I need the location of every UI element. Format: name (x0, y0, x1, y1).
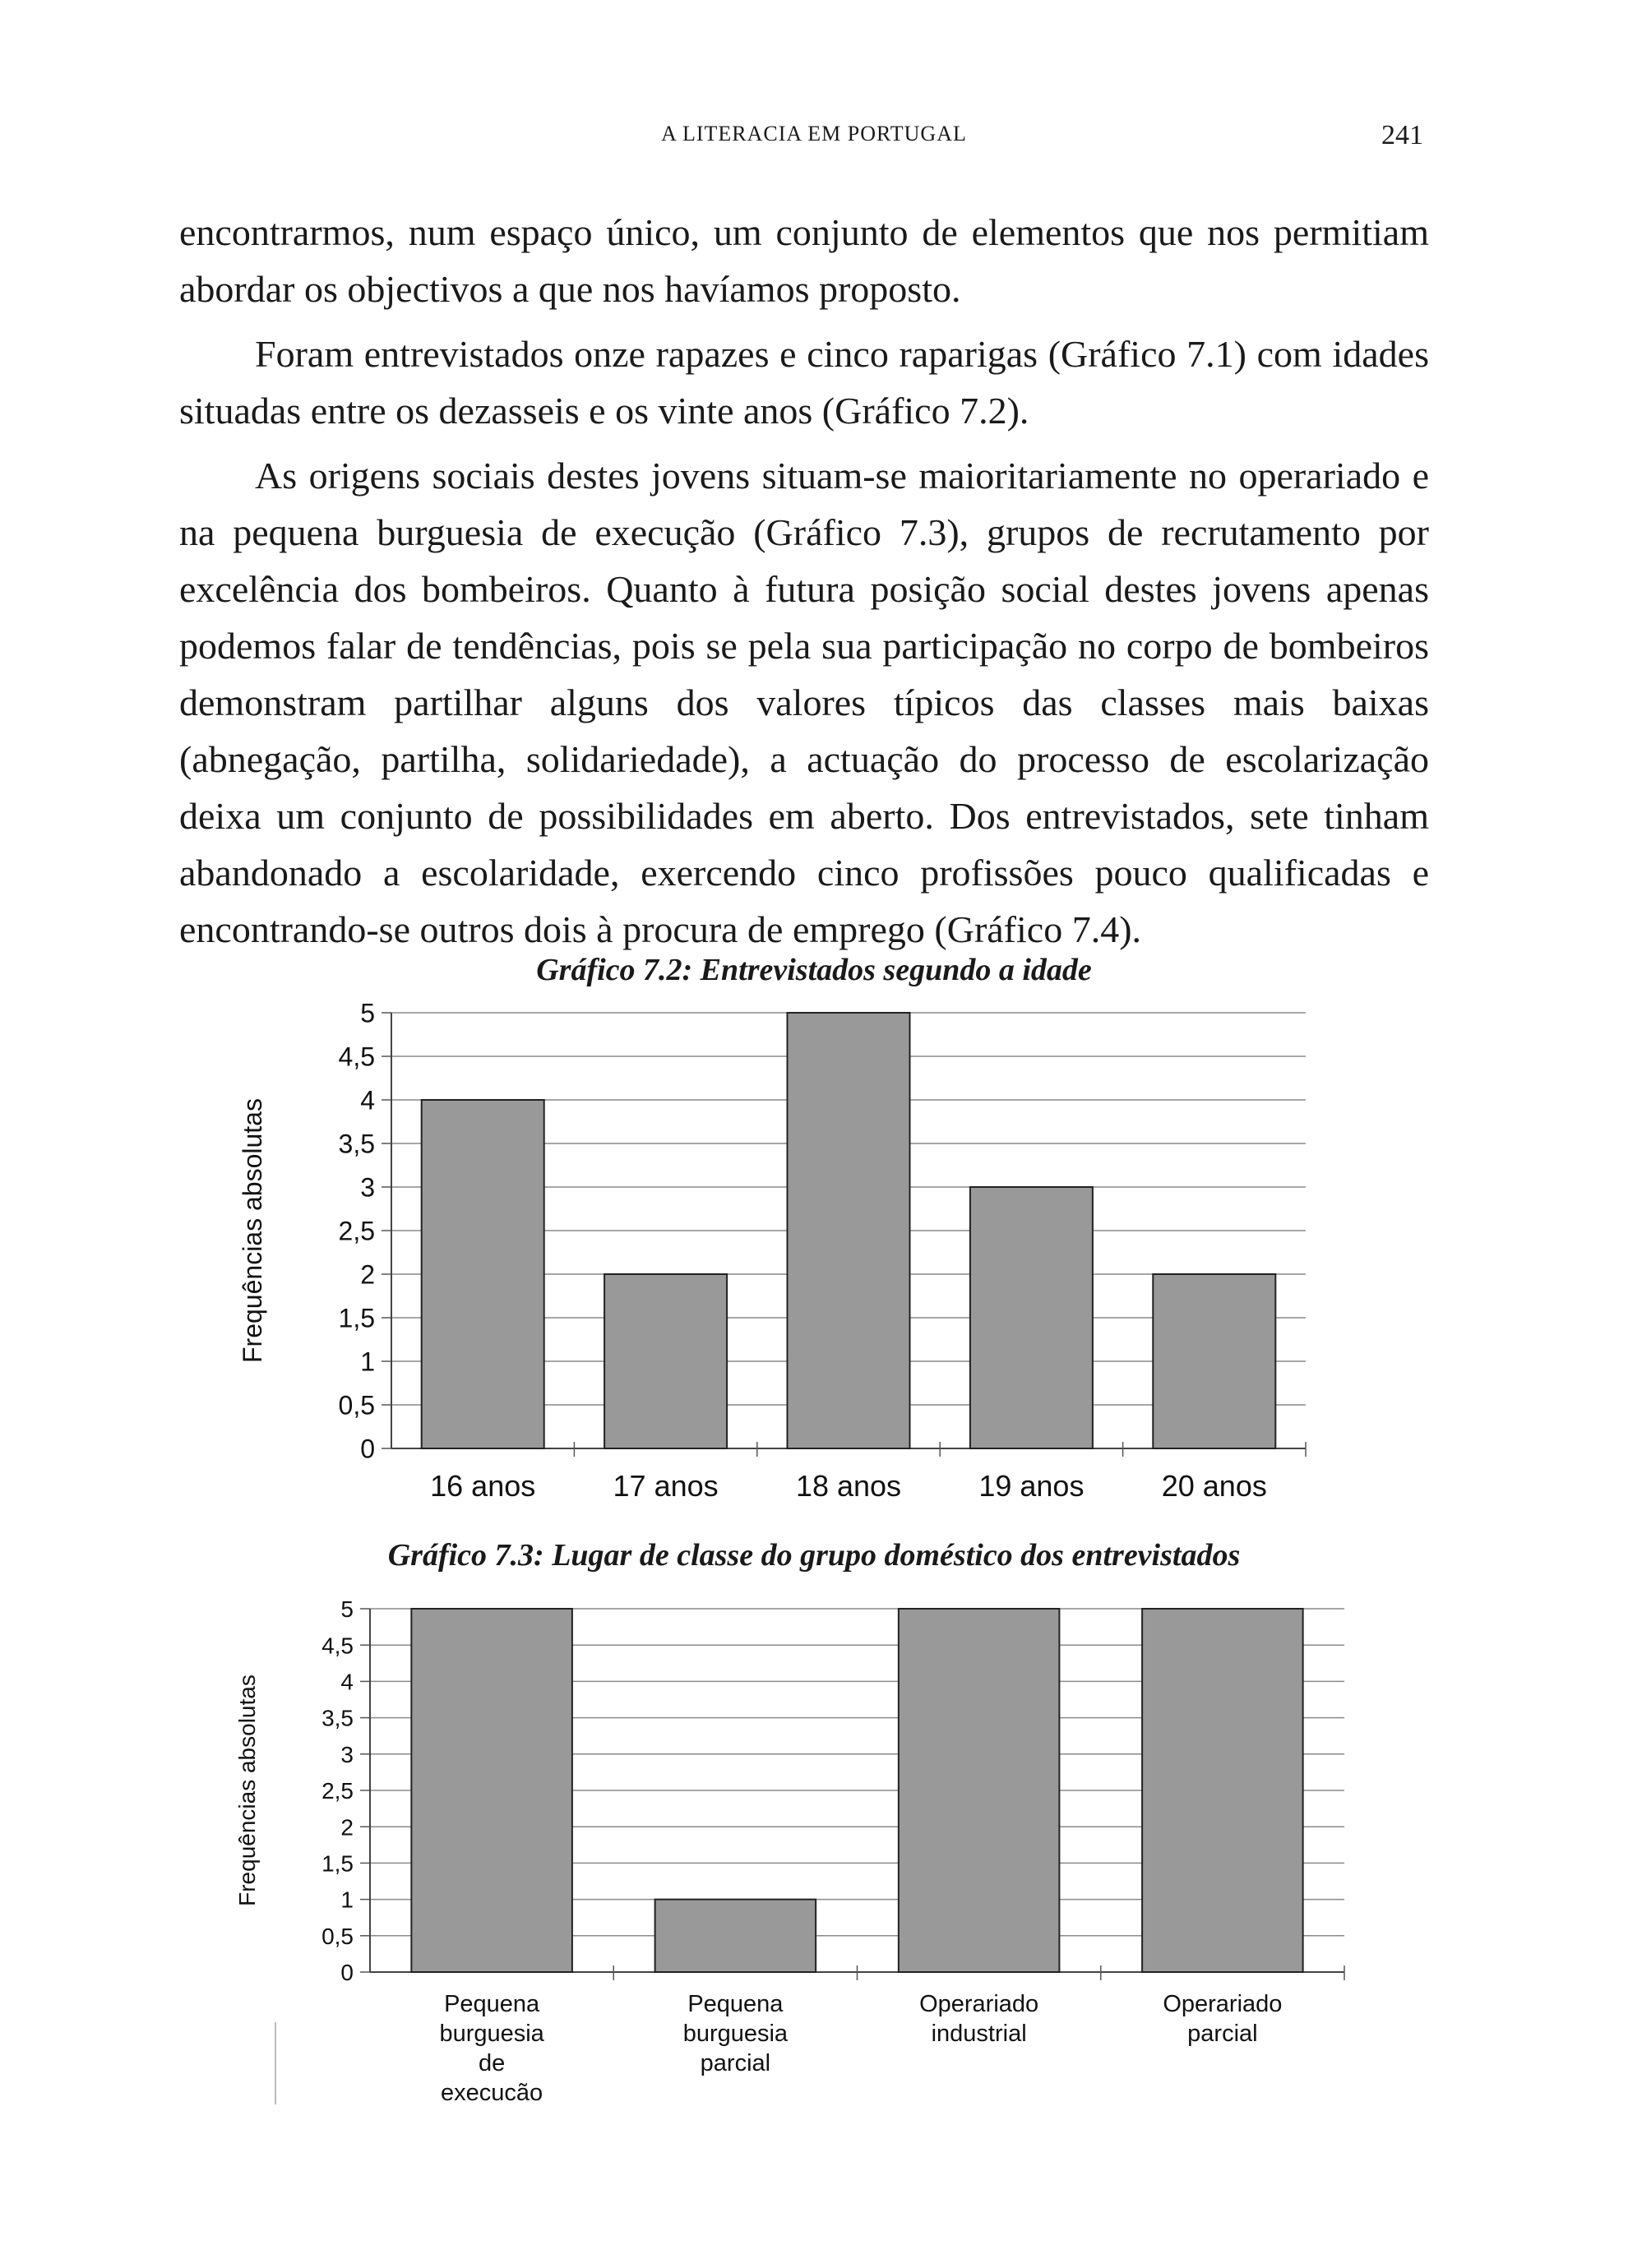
x-category-label: Pequena (687, 1991, 784, 2017)
bar (787, 1013, 909, 1448)
y-tick-label: 0,5 (321, 1923, 354, 1949)
bar (970, 1187, 1093, 1448)
y-tick-label: 4,5 (338, 1042, 375, 1072)
body-text (179, 204, 1429, 958)
x-category-label: industrial (931, 2021, 1027, 2047)
margin-rule (275, 2022, 276, 2104)
bar (1142, 1609, 1303, 1972)
x-category-label: 16 anos (430, 1469, 536, 1503)
x-category-label: de (478, 2050, 506, 2076)
y-tick-label: 2,5 (321, 1778, 354, 1804)
bar (604, 1274, 727, 1448)
chart-title-age: Gráfico 7.2: Entrevistados segundo a idade (536, 953, 1092, 987)
y-tick-label: 1 (360, 1346, 375, 1377)
y-tick-label: 3 (340, 1741, 354, 1767)
x-category-label: burguesia (682, 2021, 789, 2047)
y-tick-label: 3 (360, 1172, 375, 1203)
y-tick-label: 3,5 (338, 1129, 375, 1159)
x-category-label: Operariado (1163, 1991, 1283, 2017)
paragraph-3: As origens sociais destes jovens situam-se maioritariamente no operariado e na pequena burguesia de execução (Gráfico 7.3), grupos de recrutamento por excelência dos bombeiros. Quanto à futura posição social destes jovens apenas podemos falar de tendências, pois se pela sua participação no corpo de bombeiros demonstram partilhar alguns dos valores típicos das classes mais baixas (abnegação, partilha, solidariedade), a actuação do processo de escolarização deixa um conjunto de possibilidades em aberto. Dos entrevistados, sete tinham abandonado a escolaridade, exercendo cinco profissões pouco qualificadas e encontrando-se outros dois à procura de emprego (Gráfico 7.4). (179, 455, 1429, 950)
x-category-label: 18 anos (795, 1469, 902, 1503)
paragraph-2: Foram entrevistados onze rapazes e cinco raparigas (Gráfico 7.1) com idades situadas entre os dezasseis e os vinte anos (Gráfico 7.2). (179, 333, 1429, 432)
chart-class (0, 1574, 1628, 2150)
bar (655, 1900, 816, 1972)
x-category-label: Pequena (444, 1991, 540, 2017)
y-tick-label: 4 (360, 1085, 375, 1116)
y-tick-label: 2,5 (338, 1216, 375, 1246)
chart-age (0, 986, 1628, 1529)
x-category-label: parcial (1187, 2021, 1258, 2047)
x-category-label: 17 anos (613, 1469, 719, 1503)
y-tick-label: 5 (360, 998, 375, 1028)
y-tick-label: 4 (340, 1669, 354, 1695)
x-category-label: burguesia (439, 2021, 544, 2047)
y-tick-label: 4,5 (321, 1633, 354, 1659)
y-tick-label: 2 (360, 1259, 375, 1290)
running-title: A LITERACIA EM PORTUGAL (661, 122, 967, 146)
y-tick-label: 5 (340, 1596, 354, 1623)
x-category-label: execucão (441, 2080, 543, 2106)
y-tick-label: 2 (340, 1814, 354, 1841)
x-category-label: Operariado (919, 1991, 1039, 2017)
bar (899, 1609, 1060, 1972)
chart-title-class: Gráfico 7.3: Lugar de classe do grupo doméstico dos entrevistados (387, 1538, 1241, 1573)
y-tick-label: 0 (340, 1960, 354, 1986)
y-tick-label: 3,5 (321, 1705, 354, 1731)
y-tick-label: 1,5 (321, 1850, 354, 1877)
y-tick-label: 0 (360, 1434, 375, 1464)
y-axis-title: Frequências absolutas (238, 1098, 267, 1363)
y-tick-label: 1,5 (338, 1303, 375, 1333)
page-number: 241 (1381, 120, 1423, 150)
x-category-label: parcial (700, 2050, 771, 2076)
bar (411, 1609, 572, 1972)
y-tick-label: 0,5 (338, 1390, 375, 1420)
x-category-label: 20 anos (1161, 1469, 1267, 1503)
bar (1153, 1274, 1275, 1448)
y-axis-title: Frequências absolutas (234, 1674, 260, 1906)
y-tick-label: 1 (340, 1887, 354, 1913)
x-category-label: 19 anos (978, 1469, 1085, 1503)
paragraph-1: encontrarmos, num espaço único, um conjunto de elementos que nos permitiam abordar os objectivos a que nos havíamos proposto. (179, 211, 1429, 310)
bar (422, 1100, 544, 1448)
